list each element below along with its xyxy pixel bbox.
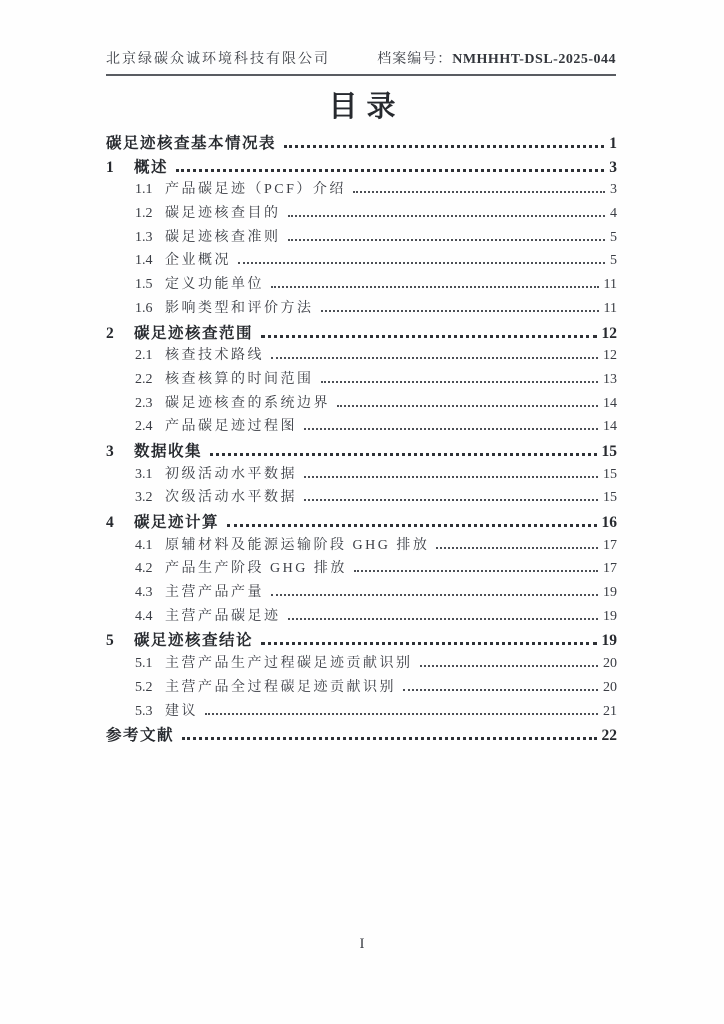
toc-entry — [106, 178, 617, 202]
toc-entry-page: 11 — [603, 277, 617, 293]
toc-entry-page: 3 — [610, 182, 617, 198]
toc-entry — [106, 249, 617, 273]
toc-entry — [106, 463, 617, 487]
toc-entry-number: 3.2 — [135, 490, 153, 506]
page-footer — [0, 936, 724, 953]
toc-leader-dots — [182, 737, 596, 740]
toc-leader-dots — [321, 310, 599, 312]
toc-entry-number: 2.2 — [135, 371, 153, 387]
archive-number-label: 档案编号： — [377, 52, 453, 67]
toc-entry — [106, 155, 617, 179]
toc-leader-dots — [238, 262, 605, 264]
toc-entry-number: 2.3 — [135, 395, 153, 411]
company-name: 北京绿碳众诚环境科技有限公司 — [106, 52, 330, 67]
toc-entry-title: 产品碳足迹（PCF）介绍 — [165, 182, 346, 198]
toc-entry — [106, 368, 617, 392]
toc-entry-number: 4.4 — [135, 608, 153, 624]
toc-entry-page: 20 — [603, 656, 617, 672]
page-header — [106, 48, 616, 76]
toc-entry-title: 主营产品全过程碳足迹贡献识别 — [165, 679, 396, 695]
toc-entry-title: 参考文献 — [106, 727, 175, 745]
toc-entry — [106, 700, 617, 724]
toc-entry-title: 碳足迹核查范围 — [134, 324, 254, 342]
toc-entry — [106, 723, 617, 747]
toc-entry-title: 产品碳足迹过程图 — [165, 419, 297, 435]
toc-entry-number: 1.3 — [135, 229, 153, 245]
toc-entry-number: 5.2 — [135, 679, 153, 695]
toc-leader-dots — [271, 286, 599, 288]
toc-leader-dots — [337, 405, 598, 407]
toc-entry-number: 4.2 — [135, 561, 153, 577]
toc-entry-title: 企业概况 — [165, 253, 231, 269]
toc-leader-dots — [436, 547, 598, 549]
toc-entry — [106, 202, 617, 226]
toc-entry-title: 初级活动水平数据 — [165, 466, 297, 482]
toc-entry-page: 22 — [601, 727, 617, 745]
toc-entry-number: 5.1 — [135, 656, 153, 672]
toc-leader-dots — [288, 618, 599, 620]
toc-entry-page: 1 — [609, 135, 617, 152]
toc-entry — [106, 344, 617, 368]
toc-entry-page: 17 — [603, 561, 617, 577]
toc-leader-dots — [261, 335, 596, 338]
toc-leader-dots — [304, 428, 598, 430]
toc-leader-dots — [210, 453, 596, 456]
toc-entry-number: 1.5 — [135, 277, 153, 293]
toc-entry — [106, 652, 617, 676]
toc-entry — [106, 605, 617, 629]
toc-entry-page: 19 — [603, 608, 617, 624]
toc-leader-dots — [205, 713, 598, 715]
toc-entry — [106, 226, 617, 250]
toc-leader-dots — [284, 145, 604, 148]
toc-entry-title: 次级活动水平数据 — [165, 490, 297, 506]
archive-number — [377, 48, 616, 68]
toc-entry — [106, 510, 617, 534]
toc-leader-dots — [420, 665, 599, 667]
toc-entry-title: 数据收集 — [134, 442, 203, 460]
archive-number-value: NMHHHT-DSL-2025-044 — [452, 52, 616, 67]
toc-entry-page: 19 — [601, 632, 617, 650]
toc-entry-title: 建议 — [165, 703, 198, 719]
toc-entry-number: 4.1 — [135, 537, 153, 553]
toc-entry-page: 20 — [603, 679, 617, 695]
toc-entry-page: 15 — [601, 442, 617, 460]
toc-leader-dots — [176, 169, 604, 172]
toc-entry-page: 17 — [603, 537, 617, 553]
toc-entry — [106, 439, 617, 463]
toc-entry-page: 5 — [610, 253, 617, 269]
toc-entry — [106, 321, 617, 345]
toc-entry-page: 19 — [603, 585, 617, 601]
toc-entry-page: 11 — [603, 300, 617, 316]
toc-entry — [106, 486, 617, 510]
toc-leader-dots — [353, 191, 605, 193]
toc-entry-title: 产品生产阶段 GHG 排放 — [165, 561, 347, 577]
toc-entry-page: 16 — [601, 514, 617, 531]
toc-entry-title: 主营产品碳足迹 — [165, 608, 281, 624]
toc-entry-title: 碳足迹核查目的 — [165, 206, 281, 222]
toc-entry-number: 4.3 — [135, 585, 153, 601]
toc-entry-title: 概述 — [134, 158, 169, 176]
toc-entry-title: 核查技术路线 — [165, 348, 264, 364]
toc-entry-page: 5 — [610, 229, 617, 245]
toc-leader-dots — [271, 357, 598, 359]
toc-entry-number: 2.4 — [135, 419, 153, 435]
toc-entry — [106, 628, 617, 652]
toc-entry-page: 15 — [603, 490, 617, 506]
toc-entry — [106, 415, 617, 439]
toc-entry-title: 定义功能单位 — [165, 277, 264, 293]
toc-entry — [106, 557, 617, 581]
toc-entry-page: 12 — [601, 324, 617, 342]
toc-entry — [106, 676, 617, 700]
toc-entry — [106, 534, 617, 558]
toc-entry-number: 3.1 — [135, 466, 153, 482]
toc-entry-title: 影响类型和评价方法 — [165, 300, 314, 316]
toc-leader-dots — [261, 642, 596, 645]
toc-entry-title: 原辅材料及能源运输阶段 GHG 排放 — [165, 537, 430, 553]
toc-entry-page: 4 — [610, 206, 617, 222]
toc-entry-number: 5.3 — [135, 703, 153, 719]
toc-entry-number: 1.1 — [135, 182, 153, 198]
toc-entry-number: 5 — [106, 632, 114, 650]
toc-leader-dots — [288, 215, 606, 217]
toc-entry-number: 3 — [106, 442, 114, 460]
toc-entry-number: 1.4 — [135, 253, 153, 269]
toc-entry-page: 13 — [603, 371, 617, 387]
toc-leader-dots — [227, 524, 596, 527]
toc-entry-page: 14 — [603, 395, 617, 411]
toc-leader-dots — [304, 476, 598, 478]
toc-entry-number: 2 — [106, 324, 114, 342]
toc-entry-title: 碳足迹核查结论 — [134, 632, 254, 650]
toc-leader-dots — [403, 689, 598, 691]
toc-entry-title: 核查核算的时间范围 — [165, 371, 314, 387]
toc-entry-title: 主营产品产量 — [165, 585, 264, 601]
toc-leader-dots — [321, 381, 599, 383]
toc-entry — [106, 392, 617, 416]
toc-list — [106, 131, 617, 747]
toc-entry-page: 12 — [603, 348, 617, 364]
toc-entry — [106, 131, 617, 155]
toc-entry — [106, 581, 617, 605]
toc-entry-page: 21 — [603, 703, 617, 719]
toc-leader-dots — [304, 499, 598, 501]
toc-entry-title: 碳足迹计算 — [134, 514, 220, 531]
toc-entry-number: 1 — [106, 158, 114, 176]
toc-entry-page: 3 — [609, 158, 617, 176]
page-number: I — [359, 936, 365, 952]
toc-entry — [106, 297, 617, 321]
toc-leader-dots — [288, 239, 606, 241]
toc-entry-page: 15 — [603, 466, 617, 482]
toc-entry-number: 2.1 — [135, 348, 153, 364]
toc-page-title: 目录 — [328, 91, 405, 123]
toc-entry — [106, 273, 617, 297]
toc-entry-number: 1.2 — [135, 206, 153, 222]
toc-entry-title: 碳足迹核查基本情况表 — [106, 135, 277, 152]
toc-entry-title: 碳足迹核查准则 — [165, 229, 281, 245]
toc-entry-title: 主营产品生产过程碳足迹贡献识别 — [165, 656, 413, 672]
toc-entry-number: 4 — [106, 514, 114, 531]
toc-entry-page: 14 — [603, 419, 617, 435]
toc-entry-number: 1.6 — [135, 300, 153, 316]
toc-leader-dots — [271, 594, 598, 596]
toc-entry-title: 碳足迹核查的系统边界 — [165, 395, 330, 411]
toc-leader-dots — [354, 570, 598, 572]
